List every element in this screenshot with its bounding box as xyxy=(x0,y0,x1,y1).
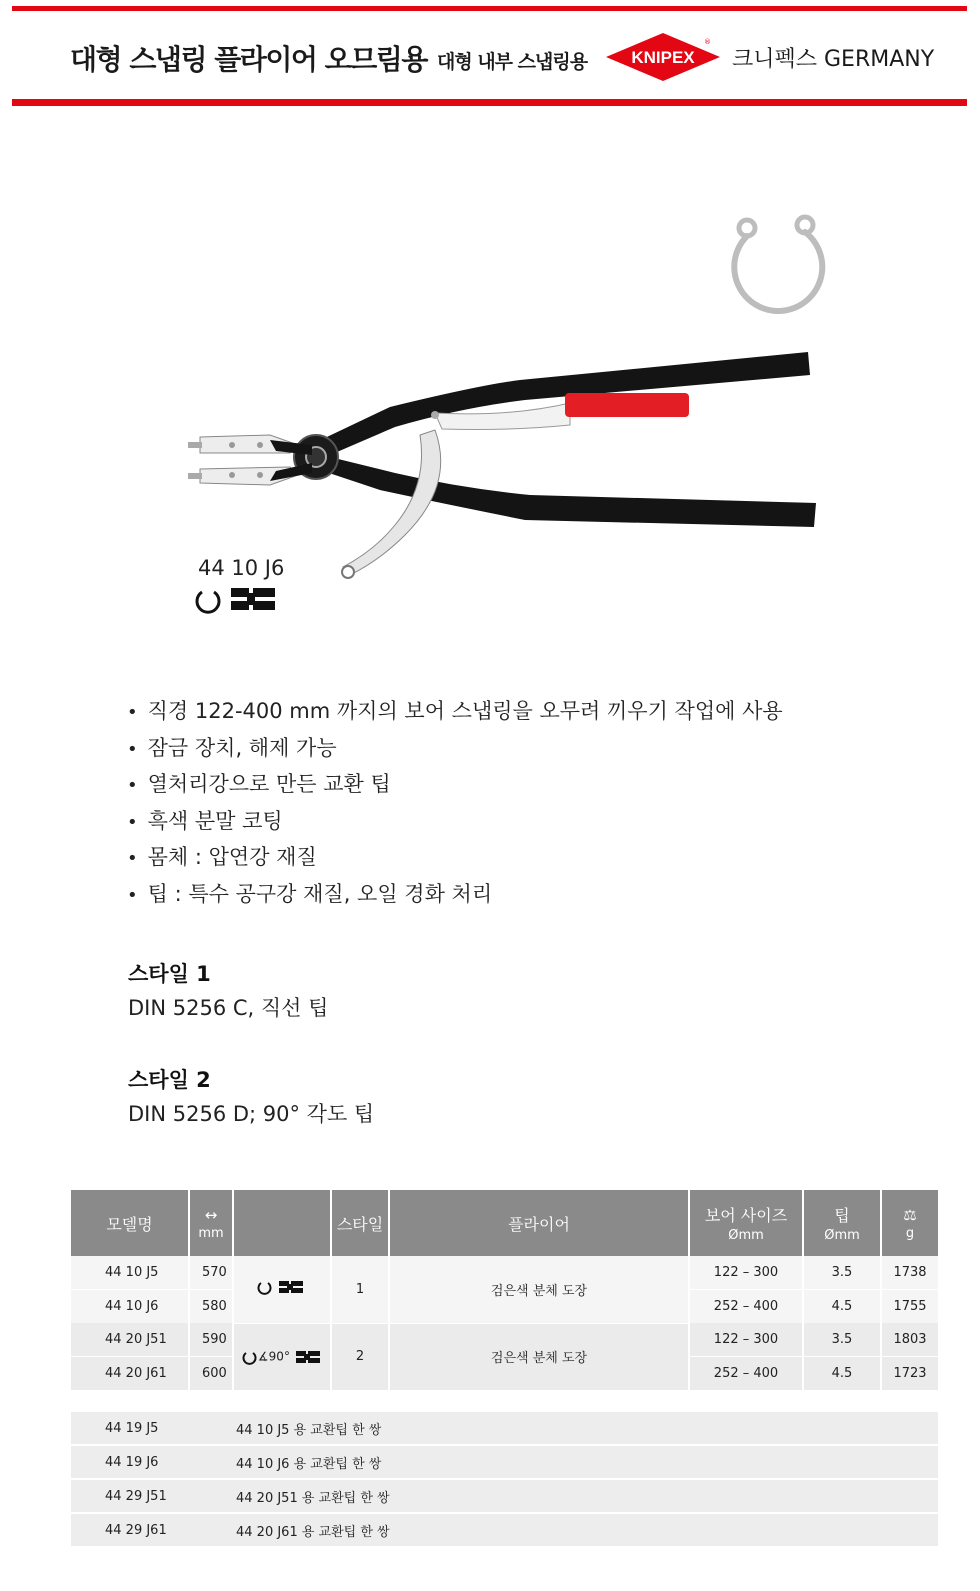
bore-size: 122 – 300 xyxy=(689,1323,803,1357)
page-title: 대형 스냅링 플라이어 오므림용 xyxy=(70,43,427,76)
tip-size: 3.5 xyxy=(803,1323,881,1357)
table-row xyxy=(71,1513,938,1547)
style-2-desc: DIN 5256 D; 90° 각도 팁 xyxy=(128,1102,375,1126)
header-style: 스타일 xyxy=(331,1190,389,1256)
feature-item: • 팁 : 특수 공구강 재질, 오일 경화 처리 xyxy=(127,877,783,914)
header-bore-label: 보어 사이즈 xyxy=(704,1206,788,1225)
style-1-desc: DIN 5256 C, 직선 팁 xyxy=(128,996,329,1020)
spare-code: 44 29 J51 xyxy=(71,1479,225,1513)
bore-size: 122 – 300 xyxy=(689,1256,803,1290)
header-plier: 플라이어 xyxy=(389,1190,689,1256)
header-weight xyxy=(881,1190,938,1256)
spare-code: 44 29 J61 xyxy=(71,1513,225,1547)
spare-desc: 44 20 J61 용 교환팁 한 쌍 xyxy=(225,1513,938,1547)
weight-value: 1755 xyxy=(881,1290,938,1324)
bore-size: 252 – 400 xyxy=(689,1357,803,1391)
feature-item: • 몸체 : 압연강 재질 xyxy=(127,840,783,877)
angle-label: 90° xyxy=(268,1349,290,1363)
table-row xyxy=(71,1445,938,1479)
straight-tip-icon xyxy=(231,588,275,610)
snap-ring-illustration xyxy=(725,210,835,320)
spare-desc: 44 10 J5 용 교환팁 한 쌍 xyxy=(225,1412,938,1445)
style-2-title: 스타일 2 xyxy=(128,1068,211,1092)
ring-icon xyxy=(243,1353,255,1364)
spare-code: 44 19 J5 xyxy=(71,1412,225,1445)
table-row xyxy=(71,1479,938,1513)
header-bottom-line xyxy=(12,99,967,106)
header-bore xyxy=(689,1190,803,1256)
style-1-title: 스타일 1 xyxy=(128,962,211,986)
spare-code: 44 19 J6 xyxy=(71,1445,225,1479)
table-row xyxy=(71,1323,938,1357)
weight-value: 1738 xyxy=(881,1256,938,1290)
header-bore-unit: Ømm xyxy=(728,1228,764,1243)
table-header-row xyxy=(71,1190,938,1256)
spec-table xyxy=(71,1190,938,1391)
knipex-logo xyxy=(604,31,722,83)
brand-name: 크니펙스 GERMANY xyxy=(732,47,935,72)
weight-value: 1723 xyxy=(881,1357,938,1391)
header-tip-label: 팁 xyxy=(834,1206,850,1225)
feature-item: • 잠금 장치, 해제 가능 xyxy=(127,731,783,768)
style-number: 1 xyxy=(331,1256,389,1323)
length-value: 570 xyxy=(189,1256,233,1290)
header-weight-unit: g xyxy=(905,1225,915,1241)
length-value: 590 xyxy=(189,1323,233,1357)
header-length xyxy=(189,1190,233,1256)
length-arrow-icon: ↔ xyxy=(204,1205,218,1224)
style-2-icons xyxy=(233,1323,331,1390)
table-row xyxy=(71,1256,938,1290)
logo-text: KNIPEX xyxy=(631,48,695,67)
length-value: 600 xyxy=(189,1357,233,1391)
model-code: 44 10 J6 xyxy=(71,1290,189,1324)
scale-icon: ⚖ xyxy=(903,1205,917,1224)
model-code: 44 20 J61 xyxy=(71,1357,189,1391)
tip-size: 4.5 xyxy=(803,1357,881,1391)
header-top-line xyxy=(12,6,967,11)
angled-tip-icon xyxy=(296,1351,320,1363)
plier-finish: 검은색 분체 도장 xyxy=(389,1256,689,1323)
spare-desc: 44 10 J6 용 교환팁 한 쌍 xyxy=(225,1445,938,1479)
header-length-unit: mm xyxy=(198,1225,224,1241)
model-code: 44 20 J51 xyxy=(71,1323,189,1357)
feature-list xyxy=(127,694,783,914)
bore-size: 252 – 400 xyxy=(689,1290,803,1324)
feature-item: • 직경 122-400 mm 까지의 보어 스냅링을 오무려 끼우기 작업에 사용 xyxy=(127,694,783,731)
product-icons xyxy=(193,584,283,616)
tip-size: 4.5 xyxy=(803,1290,881,1324)
feature-item: • 흑색 분말 코팅 xyxy=(127,804,783,841)
angle-icon: ∡ xyxy=(257,1349,269,1363)
model-code: 44 10 J5 xyxy=(71,1256,189,1290)
header-tip xyxy=(803,1190,881,1256)
product-model-label: 44 10 J6 xyxy=(198,556,285,580)
plier-finish: 검은색 분체 도장 xyxy=(389,1323,689,1390)
length-value: 580 xyxy=(189,1290,233,1324)
style-1-icons xyxy=(233,1256,331,1323)
tip-size: 3.5 xyxy=(803,1256,881,1290)
spare-tips-table xyxy=(71,1412,938,1548)
svg-text:®: ® xyxy=(704,38,711,46)
ring-icon xyxy=(197,592,219,612)
ring-icon xyxy=(259,1283,271,1294)
straight-tip-icon xyxy=(279,1281,303,1293)
header-icons xyxy=(233,1190,331,1256)
header-model: 모델명 xyxy=(71,1190,189,1256)
page-subtitle: 대형 내부 스냅링용 xyxy=(437,51,588,73)
weight-value: 1803 xyxy=(881,1323,938,1357)
style-number: 2 xyxy=(331,1323,389,1390)
table-row xyxy=(71,1412,938,1445)
spare-desc: 44 20 J51 용 교환팁 한 쌍 xyxy=(225,1479,938,1513)
feature-item: • 열처리강으로 만든 교환 팁 xyxy=(127,767,783,804)
header-tip-unit: Ømm xyxy=(824,1228,860,1243)
